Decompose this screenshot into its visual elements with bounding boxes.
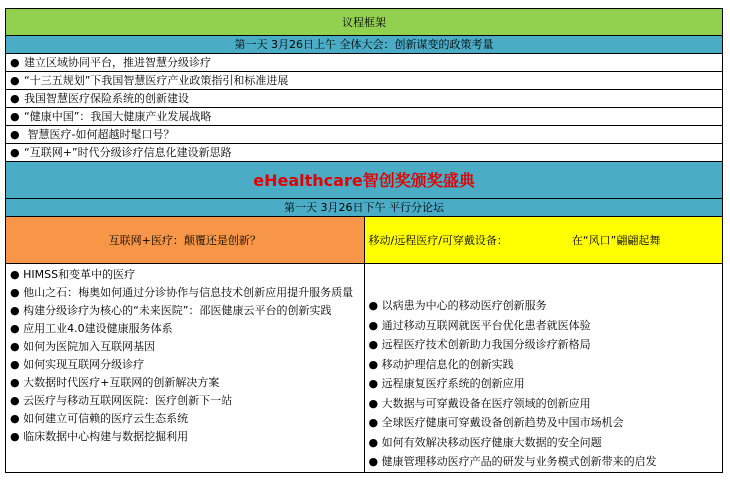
list-item: ● 以病患为中心的移动医疗创新服务 bbox=[368, 299, 547, 312]
bullet-icon: ● bbox=[10, 56, 20, 69]
list-item: ● 临床数据中心构建与数据挖掘利用 bbox=[10, 430, 189, 443]
morning-item: ● “互联网+”时代分级诊疗信息化建设新思路 bbox=[6, 144, 723, 162]
right-forum-list bbox=[364, 264, 723, 473]
morning-item: ● “健康中国”：我国大健康产业发展战略 bbox=[6, 108, 723, 126]
day1-morning-header: 第一天 3月26日上午 全体大会：创新谋变的政策考量 bbox=[6, 36, 723, 54]
left-forum-list bbox=[6, 264, 365, 473]
list-item: ● 健康管理移动医疗产品的研发与业务模式创新带来的启发 bbox=[368, 455, 657, 468]
agenda-title: 议程框架 bbox=[6, 9, 723, 36]
morning-item: ● 我国智慧医疗保险系统的创新建设 bbox=[6, 90, 723, 108]
bullet-icon: ● bbox=[10, 110, 20, 123]
list-item: ● 远程医疗技术创新助力我国分级诊疗新格局 bbox=[368, 338, 591, 351]
list-item: ● 他山之石：梅奥如何通过分诊协作与信息技术创新应用提升服务质量 bbox=[10, 286, 354, 299]
bullet-icon: ● bbox=[10, 74, 20, 87]
morning-item: ● “十三五规划”下我国智慧医疗产业政策指引和标准进展 bbox=[6, 72, 723, 90]
list-item: ● 大数据与可穿戴设备在医疗领域的创新应用 bbox=[368, 396, 591, 410]
bullet-icon: ● bbox=[10, 92, 20, 105]
morning-item: ● 智慧医疗-如何超越时髦口号？ bbox=[6, 126, 723, 144]
list-item: ● 构建分级诊疗为核心的“未来医院”：邵医健康云平台的创新实践 bbox=[10, 304, 332, 317]
list-item: ● HIMSS和变革中的医疗 bbox=[10, 268, 136, 281]
bullet-icon: ● bbox=[10, 146, 20, 159]
list-item: ● 云医疗与移动互联网医院：医疗创新下一站 bbox=[10, 394, 233, 407]
day1-afternoon-header: 第一天 3月26日下午 平行分论坛 bbox=[6, 199, 723, 217]
list-item: ● 应用工业4.0建设健康服务体系 bbox=[10, 322, 173, 335]
left-forum-title: 互联网+医疗：颠覆还是创新？ bbox=[6, 217, 365, 264]
list-item: ● 如何有效解决移动医疗健康大数据的安全问题 bbox=[368, 435, 602, 449]
right-forum-title-a: 移动/远程医疗/可穿戴设备： bbox=[368, 233, 508, 247]
right-forum-title-b: 在“风口”翩翩起舞 bbox=[571, 233, 661, 247]
agenda-table bbox=[5, 8, 723, 473]
list-item: ● 远程康复医疗系统的创新应用 bbox=[368, 377, 525, 390]
morning-item: ● 建立区域协同平台，推进智慧分级诊疗 bbox=[6, 54, 723, 72]
right-forum-title bbox=[364, 217, 723, 264]
list-item: ● 如何建立可信赖的医疗云生态系统 bbox=[10, 412, 189, 425]
list-item: ● 如何实现互联网分级诊疗 bbox=[10, 358, 145, 371]
bullet-icon: ● bbox=[10, 128, 20, 141]
list-item: ● 大数据时代医疗+互联网的创新解决方案 bbox=[10, 376, 220, 389]
list-item: ● 通过移动互联网就医平台优化患者就医体验 bbox=[368, 318, 591, 332]
list-item: ● 全球医疗健康可穿戴设备创新趋势及中国市场机会 bbox=[368, 416, 624, 429]
awards-banner: eHealthcare智创奖颁奖盛典 bbox=[6, 162, 723, 199]
list-item: ● 移动护理信息化的创新实践 bbox=[368, 357, 514, 371]
list-item: ● 如何为医院加入互联网基因 bbox=[10, 340, 156, 353]
